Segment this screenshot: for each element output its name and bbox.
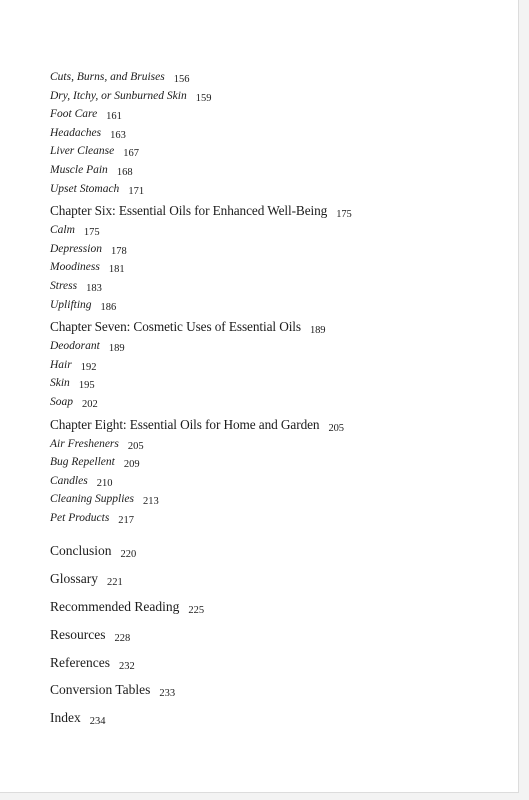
toc-entry[interactable] xyxy=(50,453,510,472)
entry-page-number: 161 xyxy=(106,111,122,123)
toc-entry[interactable] xyxy=(50,277,510,296)
entry-page-number: 189 xyxy=(108,343,125,355)
toc-entry[interactable] xyxy=(50,337,510,356)
entry-page-number: 178 xyxy=(110,245,127,257)
toc-entry[interactable] xyxy=(50,374,510,393)
chapter-title: Chapter Eight: Essential Oils for Home and Garden xyxy=(50,416,320,432)
back-matter-entry[interactable] xyxy=(50,649,510,677)
section-title: Resources xyxy=(50,626,106,642)
entry-page-number: 175 xyxy=(83,227,100,239)
entry-title: Uplifting xyxy=(50,298,92,311)
section-title: Recommended Reading xyxy=(50,599,180,615)
section-page-number: 234 xyxy=(89,716,106,728)
entry-page-number: 205 xyxy=(127,440,144,452)
entry-title: Candles xyxy=(50,474,88,487)
entry-title: Hair xyxy=(50,358,72,371)
entry-title: Stress xyxy=(50,279,78,292)
entry-title: Skin xyxy=(50,377,70,390)
entry-title: Cuts, Burns, and Bruises xyxy=(50,71,165,83)
back-matter-entry[interactable] xyxy=(50,676,510,704)
toc-entry[interactable] xyxy=(50,161,510,180)
chapter-page-number: 189 xyxy=(309,325,326,337)
entry-title: Calm xyxy=(50,224,75,237)
entry-title: Pet Products xyxy=(50,511,110,524)
entry-page-number: 195 xyxy=(78,380,95,392)
section-title: Index xyxy=(50,710,81,726)
entry-title: Muscle Pain xyxy=(50,163,108,176)
back-matter-entry[interactable] xyxy=(50,704,510,732)
back-matter-entry[interactable] xyxy=(50,621,510,649)
entry-title: Upset Stomach xyxy=(50,182,120,195)
chapter-title: Chapter Seven: Cosmetic Uses of Essential Oils xyxy=(50,319,301,335)
chapter-title: Chapter Six: Essential Oils for Enhanced Well-Being xyxy=(50,203,328,219)
section-page-number: 228 xyxy=(114,632,131,644)
toc-entry[interactable] xyxy=(50,296,510,315)
toc-entry[interactable] xyxy=(50,105,510,124)
section-page-number: 220 xyxy=(120,549,137,561)
entry-title: Dry, Itchy, or Sunburned Skin xyxy=(50,89,187,102)
entry-page-number: 209 xyxy=(123,459,140,471)
chapter-page-number: 205 xyxy=(328,422,344,434)
chapter-heading-six[interactable] xyxy=(50,201,510,221)
entry-title: Liver Cleanse xyxy=(50,145,115,158)
toc-entry[interactable] xyxy=(50,472,510,491)
toc-entry[interactable] xyxy=(50,68,510,87)
toc-entry[interactable] xyxy=(50,435,510,454)
entry-page-number: 168 xyxy=(116,166,133,178)
entry-page-number: 171 xyxy=(128,185,145,197)
entry-title: Moodiness xyxy=(50,261,100,274)
chapter-heading-eight[interactable] xyxy=(50,415,510,435)
entry-title: Foot Care xyxy=(50,108,98,121)
back-matter-entry[interactable] xyxy=(50,565,510,593)
entry-title: Cleaning Supplies xyxy=(50,493,135,506)
toc-entry[interactable] xyxy=(50,509,510,528)
entry-page-number: 181 xyxy=(108,264,125,276)
back-matter-entry[interactable] xyxy=(50,537,510,565)
toc-entry[interactable] xyxy=(50,393,510,412)
chapter-page-number: 175 xyxy=(336,209,352,221)
entry-page-number: 192 xyxy=(80,361,97,373)
section-title: References xyxy=(50,654,110,670)
toc-entry[interactable] xyxy=(50,258,510,277)
entry-title: Depression xyxy=(50,242,102,255)
entry-page-number: 210 xyxy=(96,477,113,489)
entry-page-number: 213 xyxy=(143,496,159,508)
entry-title: Air Fresheners xyxy=(50,437,119,450)
entry-page-number: 167 xyxy=(123,148,139,160)
section-page-number: 225 xyxy=(188,605,205,617)
entry-page-number: 217 xyxy=(118,514,135,526)
section-spacer xyxy=(50,527,510,537)
back-matter-entry[interactable] xyxy=(50,593,510,621)
chapter-heading-seven[interactable] xyxy=(50,317,510,337)
section-title: Conclusion xyxy=(50,543,112,559)
entry-title: Soap xyxy=(50,395,73,408)
section-title: Glossary xyxy=(50,571,98,587)
table-of-contents xyxy=(50,68,510,732)
toc-entry[interactable] xyxy=(50,356,510,375)
toc-entry[interactable] xyxy=(50,490,510,509)
toc-entry[interactable] xyxy=(50,221,510,240)
entry-page-number: 183 xyxy=(86,282,102,294)
entry-page-number: 156 xyxy=(173,74,190,85)
entry-page-number: 202 xyxy=(82,398,98,410)
section-page-number: 233 xyxy=(159,688,176,700)
section-page-number: 232 xyxy=(118,660,135,672)
entry-page-number: 159 xyxy=(195,92,212,104)
entry-title: Headaches xyxy=(50,126,102,139)
entry-title: Bug Repellent xyxy=(50,456,115,469)
entry-page-number: 186 xyxy=(100,301,117,313)
toc-entry[interactable] xyxy=(50,240,510,259)
toc-entry[interactable] xyxy=(50,87,510,106)
toc-entry[interactable] xyxy=(50,124,510,143)
section-page-number: 221 xyxy=(107,577,123,589)
entry-page-number: 163 xyxy=(110,129,126,141)
entry-title: Deodorant xyxy=(50,340,100,353)
toc-entry[interactable] xyxy=(50,142,510,161)
toc-entry[interactable] xyxy=(50,180,510,199)
section-title: Conversion Tables xyxy=(50,682,151,698)
